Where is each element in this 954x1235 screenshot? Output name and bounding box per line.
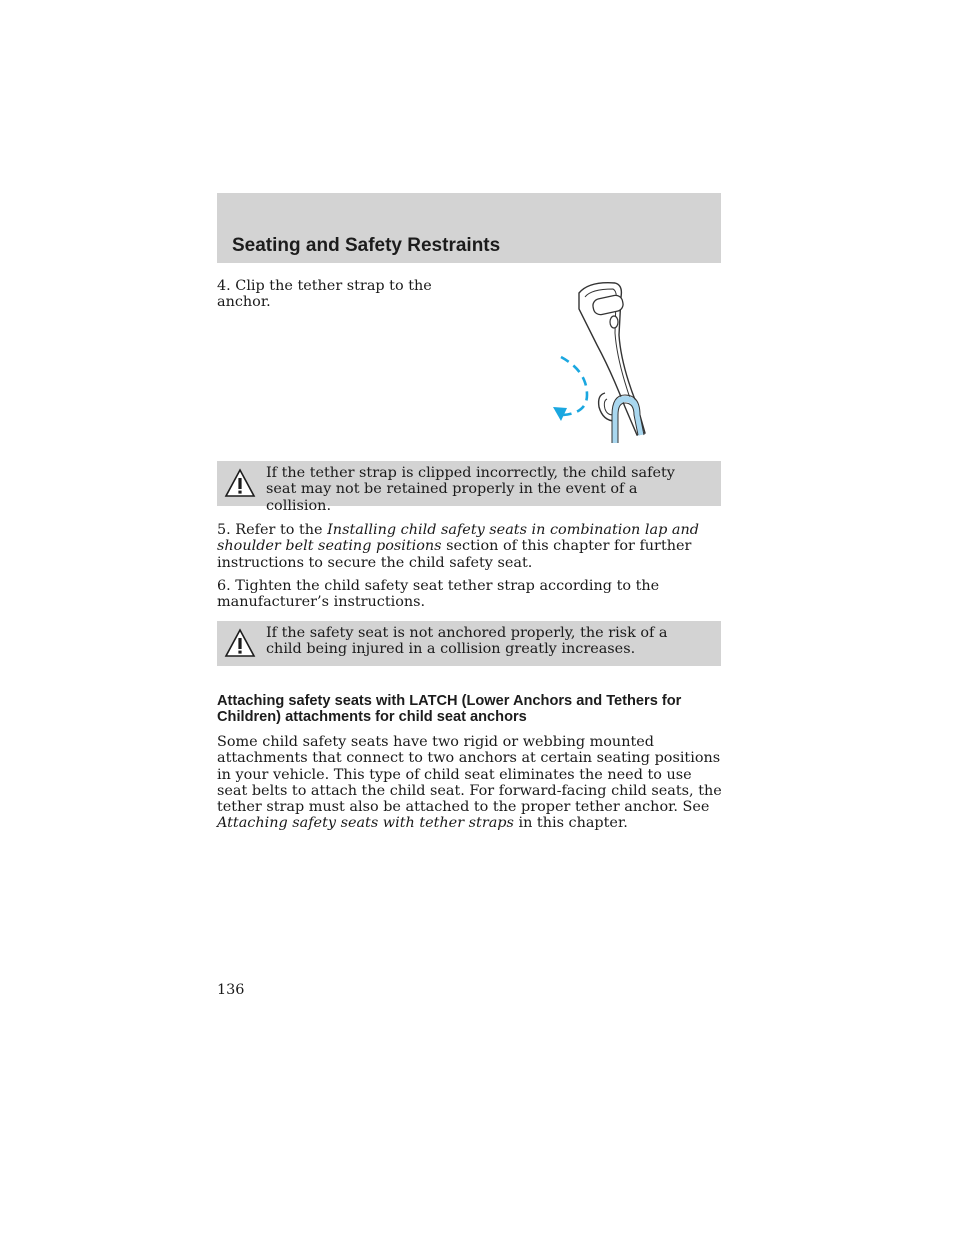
section-title: Seating and Safety Restraints [232, 235, 501, 256]
latch-heading: Attaching safety seats with LATCH (Lower Anchors and Tethers for Children) attachments for child seat anchors [217, 693, 682, 726]
latch-para-prefix: Some child safety seats have two rigid or webbing mounted attachments that connect to two anchors at certain seating positions in your vehicle. This type of child seat eliminates the need to use seat belts to attach the child seat. For forward-facing child seats, the tether strap must also be attached to the proper tether anchor. See [217, 734, 722, 816]
step-5-prefix: 5. Refer to the [217, 522, 328, 538]
step-6-text: 6. Tighten the child safety seat tether strap according to the manufacturer’s instructions. [217, 578, 660, 611]
warning-triangle-icon [224, 468, 256, 498]
section-header [217, 193, 721, 263]
page-number: 136 [217, 982, 245, 998]
warning-text: If the safety seat is not anchored properly, the risk of a child being injured in a collision greatly increases. [266, 625, 668, 658]
warning-text: If the tether strap is clipped incorrectly, the child safety seat may not be retained properly in the event of a collision. [266, 465, 675, 514]
step-5-suffix: section of this chapter for further instructions to secure the child safety seat. [217, 538, 692, 571]
warning-triangle-icon [224, 628, 256, 658]
latch-para-suffix: in this chapter. [513, 815, 628, 832]
step-4-text: 4. Clip the tether strap to the anchor. [217, 278, 432, 311]
tether-clip-illustration [545, 275, 665, 445]
latch-para-reference: Attaching safety seats with tether straps [217, 815, 514, 832]
warning-box [217, 461, 721, 514]
step-5-reference: Installing child safety seats in combination lap and shoulder belt seating positions [217, 522, 699, 555]
latch-paragraph [217, 734, 725, 832]
step-5-text [217, 522, 721, 571]
warning-box [217, 621, 721, 666]
